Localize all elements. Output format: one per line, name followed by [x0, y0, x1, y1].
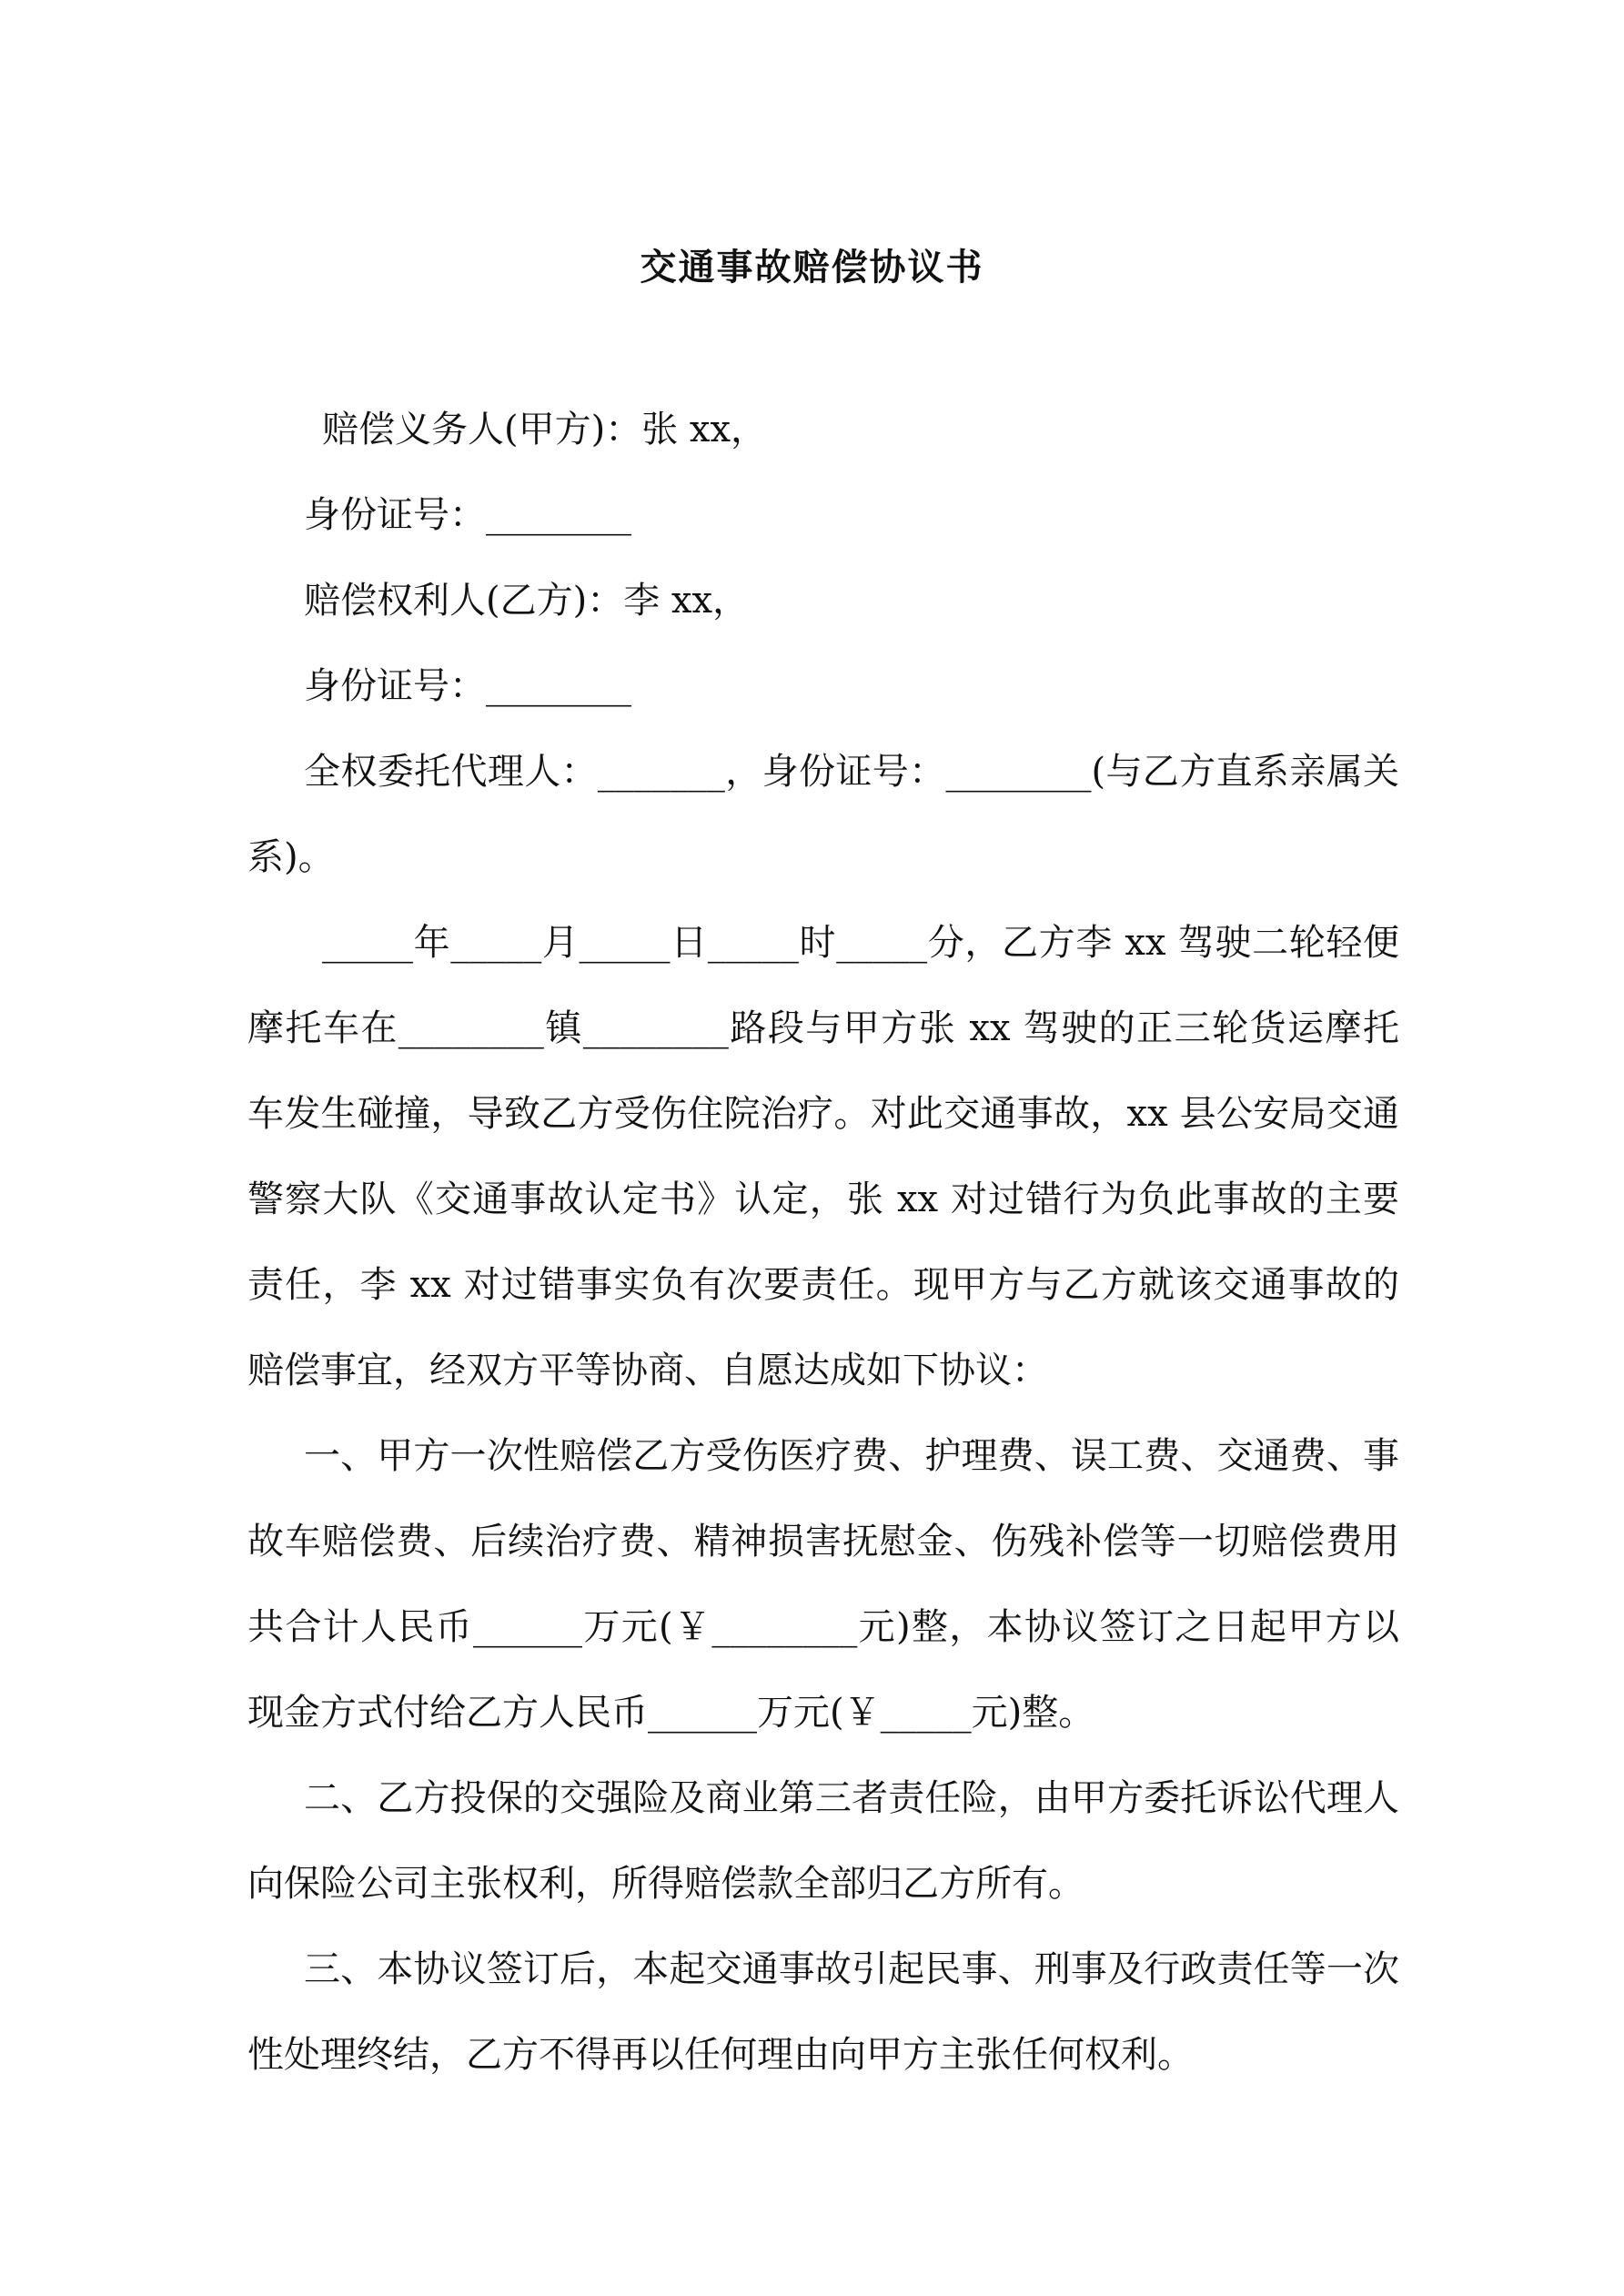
agent-info: 全权委托代理人：_______，身份证号：________(与乙方直系亲属关系)。: [247, 751, 1399, 878]
clause-1: 一、甲方一次性赔偿乙方受伤医疗费、护理费、误工费、交通费、事故车赔偿费、后续治疗费、精神损害抚慰金、伤残补偿等一切赔偿费用共合计人民币______万元(￥________元)整，本协议签订之日起甲方以现金方式付给乙方人民币______万元(￥_____元)整。: [247, 1435, 1399, 1734]
clause-3: 三、本协议签订后，本起交通事故引起民事、刑事及行政责任等一次性处理终结，乙方不得再以任何理由向甲方主张任何权利。: [247, 1948, 1399, 2076]
clause-2: 二、乙方投保的交强险及商业第三者责任险，由甲方委托诉讼代理人向保险公司主张权利，所得赔偿款全部归乙方所有。: [247, 1777, 1399, 1905]
party-a-id: 身份证号：________: [304, 494, 631, 536]
accident-description: _____年_____月_____日_____时_____分，乙方李 xx 驾驶二轮轻便摩托车在________镇________路段与甲方张 xx 驾驶的正三轮货运摩托车发生碰撞，导致乙方受伤住院治疗。对此交通事故，xx 县公安局交通警察大队《交通事故认定书》认定，张 xx 对过错行为负此事故的主要责任，李 xx 对过错事实负有次要责任。现甲方与乙方就该交通事故的赔偿事宜，经双方平等协商、自愿达成如下协议：: [247, 922, 1399, 1391]
party-b-id: 身份证号：________: [304, 665, 631, 707]
party-b-name: 赔偿权利人(乙方)：李 xx，: [304, 580, 750, 622]
party-a-name: 赔偿义务人(甲方)：张 xx，: [322, 409, 768, 450]
document-title: 交通事故赔偿协议书: [640, 246, 984, 288]
document-body: [247, 387, 1399, 2098]
